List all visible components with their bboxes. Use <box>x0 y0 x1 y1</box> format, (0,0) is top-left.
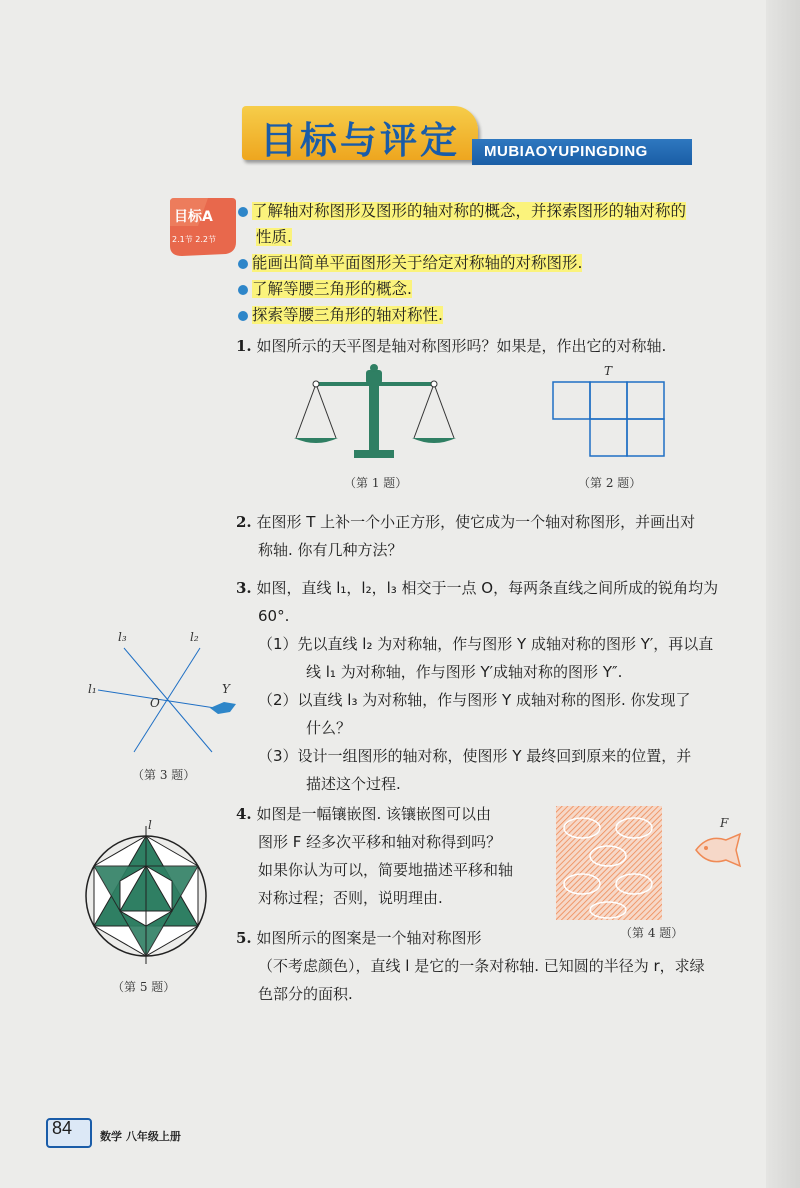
question-text: 如果你认为可以，简要地描述平移和轴 <box>258 861 514 879</box>
question-number: 3. <box>236 579 252 597</box>
question-text: 图形 F 经多次平移和轴对称得到吗？ <box>258 833 502 851</box>
shape-t-figure <box>552 380 666 460</box>
goal-subtitle: 2.1节 2.2节 <box>172 235 216 244</box>
goal-badge <box>168 196 236 256</box>
question-text: 60°. <box>258 607 290 625</box>
question-text: 如图，直线 l₁，l₂，l₃ 相交于一点 O，每两条直线之间所成的锐角均为 <box>256 579 719 597</box>
line-l-label: l <box>148 818 152 832</box>
goal-title: 目标A <box>174 209 213 225</box>
point-o-label: O <box>150 696 160 710</box>
question-part: 描述这个过程. <box>306 775 401 793</box>
page-edge <box>766 0 800 1188</box>
question-text: 如图所示的图案是一个轴对称图形 <box>256 929 482 947</box>
header-title: 目标与评定 <box>260 119 460 162</box>
figure-1-caption: （第 1 题） <box>344 476 408 490</box>
header-tab <box>242 106 478 160</box>
objective-text: 了解等腰三角形的概念. <box>252 280 412 298</box>
footer-text: 数学 八年级上册 <box>100 1130 181 1143</box>
question-part: 线 l₁ 为对称轴，作与图形 Y′成轴对称的图形 Y″. <box>306 663 623 681</box>
line-l3-label: l₃ <box>118 630 127 644</box>
figure-3-caption: （第 3 题） <box>132 768 196 782</box>
question-text: 在图形 T 上补一个小正方形，使它成为一个轴对称图形，并画出对 <box>256 513 696 531</box>
section-header <box>242 106 692 168</box>
objective-text: 了解轴对称图形及图形的轴对称的概念，并探索图形的轴对称的 <box>252 202 687 220</box>
objective-text: 探索等腰三角形的轴对称性. <box>252 306 443 324</box>
objective-item <box>238 224 758 250</box>
question-4 <box>236 800 513 912</box>
question-text: 如图是一幅镶嵌图. 该镶嵌图可以由 <box>256 805 491 823</box>
figure-4-caption: （第 4 题） <box>620 926 684 940</box>
question-2 <box>236 508 695 564</box>
question-text: 对称过程；否则，说明理由. <box>258 889 443 907</box>
line-l1-label: l₁ <box>88 682 97 696</box>
bullet-icon <box>238 207 248 217</box>
question-number: 2. <box>236 513 252 531</box>
shape-y-label: Y <box>222 682 230 696</box>
question-5 <box>236 924 705 1008</box>
question-part: （2）以直线 l₃ 为对称轴，作与图形 Y 成轴对称的图形. 你发现了 <box>258 691 691 709</box>
bullet-icon <box>238 285 248 295</box>
tessellation-figure <box>556 806 662 920</box>
question-text: 称轴. 你有几种方法？ <box>258 541 403 559</box>
line-l2-label: l₂ <box>190 630 199 644</box>
question-part: （3）设计一组图形的轴对称，使图形 Y 最终回到原来的位置，并 <box>258 747 692 765</box>
question-3 <box>236 574 756 798</box>
question-text: 色部分的面积. <box>258 985 353 1003</box>
objectives-list <box>238 198 758 328</box>
question-part: （1）先以直线 l₂ 为对称轴，作与图形 Y 成轴对称的图形 Y′，再以直 <box>258 635 714 653</box>
question-number: 1. <box>236 337 252 355</box>
page-number: 84 <box>52 1118 73 1138</box>
question-1 <box>236 332 666 360</box>
question-part: 什么？ <box>306 719 352 737</box>
figure-2-label: T <box>604 364 613 378</box>
circle-star-figure <box>82 826 210 964</box>
header-subtitle: MUBIAOYUPINGDING <box>472 139 692 165</box>
bullet-icon <box>238 259 248 269</box>
balance-scale-figure <box>290 362 460 467</box>
question-text: （不考虑颜色），直线 l 是它的一条对称轴. 已知圆的半径为 r，求绿 <box>258 957 705 975</box>
objective-text: 能画出简单平面图形关于给定对称轴的对称图形. <box>252 254 583 272</box>
objective-item <box>238 250 758 276</box>
fish-shape-f <box>694 830 744 870</box>
figure-5-caption: （第 5 题） <box>112 980 176 994</box>
objective-item <box>238 276 758 302</box>
question-number: 5. <box>236 929 252 947</box>
question-text: 如图所示的天平图是轴对称图形吗？如果是，作出它的对称轴. <box>256 337 667 355</box>
question-number: 4. <box>236 805 252 823</box>
bullet-icon <box>238 311 248 321</box>
objective-item <box>238 198 758 224</box>
figure-2-caption: （第 2 题） <box>578 476 642 490</box>
shape-f-label: F <box>720 816 729 830</box>
objective-item <box>238 302 758 328</box>
objective-text: 性质. <box>256 228 292 246</box>
